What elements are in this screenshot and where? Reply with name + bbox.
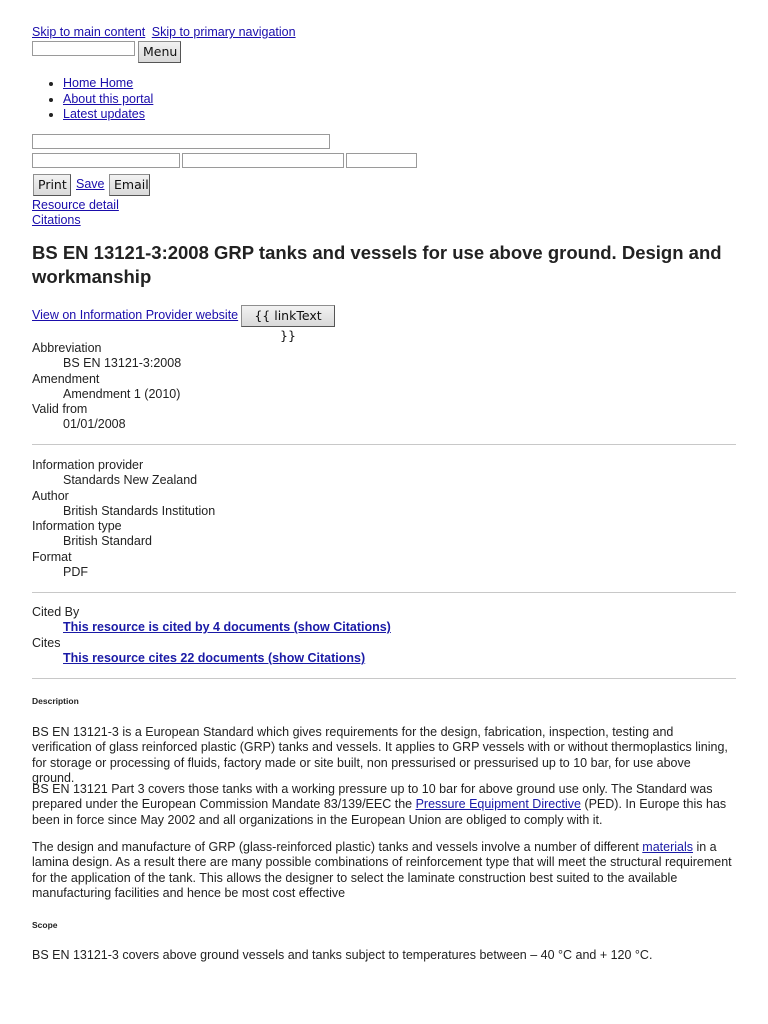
scope-paragraph: BS EN 13121-3 covers above ground vessels and tanks subject to temperatures between – 40 °C and + 120 °C. [32, 948, 653, 962]
author-label: Author [32, 488, 69, 503]
form-field-3[interactable] [182, 153, 344, 168]
amendment-label: Amendment [32, 371, 100, 386]
info-provider-label: Information provider [32, 458, 144, 472]
email-button[interactable]: Email [109, 174, 150, 196]
nav-link-about[interactable]: About this portal [63, 91, 154, 106]
description-paragraph-2 [32, 782, 736, 828]
resource-details [32, 341, 181, 433]
description-paragraph-1: BS EN 13121-3 is a European Standard which gives requirements for the design, fabrication, inspection, testing and verification of glass reinforced plastic (GRP) tanks and vessels. It applies to GRP vessels with or without thermoplastics lining, for storage or processing of fluids, factory made or site built, non pressurised or pressurised up to 10 bar, for use above ground. [32, 725, 728, 786]
cites-label: Cites [32, 635, 61, 650]
cites-link[interactable]: This resource cites 22 documents (show Citations) [63, 650, 366, 665]
abbreviation-value: BS EN 13121-3:2008 [63, 356, 182, 371]
description-paragraph-3-text: The design and manufacture of GRP (glass-reinforced plastic) tanks and vessels involve a number of different [32, 840, 643, 854]
search-input[interactable] [32, 41, 135, 56]
tab-citations[interactable]: Citations [32, 213, 81, 227]
nav-item-about [63, 92, 153, 108]
provider-details [32, 458, 215, 580]
description-paragraph-2-text: BS EN 13121 Part 3 covers those tanks with a working pressure up to 10 bar for above ground use only. The Standard was prepared under the European Commission Mandate 83/139/EEC the [32, 782, 713, 812]
format-label: Format [32, 549, 72, 564]
materials-link[interactable]: materials [642, 840, 693, 854]
form-field-4[interactable] [346, 153, 417, 168]
menu-button[interactable]: Menu [138, 41, 181, 63]
description-paragraph-2-text-end: (PED). In Europe this has been in force since May 2002 and all organizations in the European Union are obliged to comply with it. [32, 797, 727, 827]
info-provider-value: Standards New Zealand [63, 473, 198, 488]
skip-to-nav-link[interactable]: Skip to primary navigation [151, 25, 296, 39]
primary-nav [32, 76, 153, 123]
divider [32, 592, 736, 593]
description-paragraph-3 [32, 840, 736, 902]
nav-item-home [63, 76, 153, 92]
divider [32, 678, 736, 679]
valid-from-value: 01/01/2008 [63, 417, 126, 432]
link-text-button[interactable]: {{ linkText }} [241, 305, 335, 327]
form-field-2[interactable] [32, 153, 180, 168]
citations-list [32, 605, 391, 666]
skip-to-main-link[interactable]: Skip to main content [32, 25, 146, 39]
nav-item-updates [63, 107, 153, 123]
cited-by-link[interactable]: This resource is cited by 4 documents (show Citations) [63, 620, 391, 635]
save-link[interactable]: Save [76, 177, 105, 191]
skip-links [32, 25, 299, 39]
abbreviation-label: Abbreviation [32, 341, 102, 355]
author-value: British Standards Institution [63, 503, 216, 518]
form-field-1[interactable] [32, 134, 330, 149]
info-type-label: Information type [32, 519, 122, 534]
description-paragraph-3-text-end: in a lamina design. As a result there are many possible combinations of reinforcement type that will meet the structural requirement for the application of the tank. This allows the designer to select the laminate construction best suited to the available manufacturing facilities and hence be most cost effective [32, 840, 732, 901]
page-title: BS EN 13121-3:2008 GRP tanks and vessels for use above ground. Design and workmanship [32, 242, 722, 287]
scope-heading: Scope [32, 920, 58, 930]
tab-resource-detail[interactable]: Resource detail [32, 198, 119, 212]
print-button[interactable]: Print [33, 174, 71, 196]
format-value: PDF [63, 565, 88, 580]
description-heading: Description [32, 696, 79, 706]
amendment-value: Amendment 1 (2010) [63, 386, 181, 401]
divider [32, 444, 736, 445]
provider-website-link[interactable]: View on Information Provider website [32, 308, 239, 322]
pressure-equipment-directive-link[interactable]: Pressure Equipment Directive [415, 797, 581, 812]
nav-link-home[interactable]: Home Home [63, 76, 134, 90]
valid-from-label: Valid from [32, 402, 88, 417]
cited-by-label: Cited By [32, 605, 80, 619]
info-type-value: British Standard [63, 534, 152, 549]
nav-link-updates[interactable]: Latest updates [63, 107, 146, 121]
